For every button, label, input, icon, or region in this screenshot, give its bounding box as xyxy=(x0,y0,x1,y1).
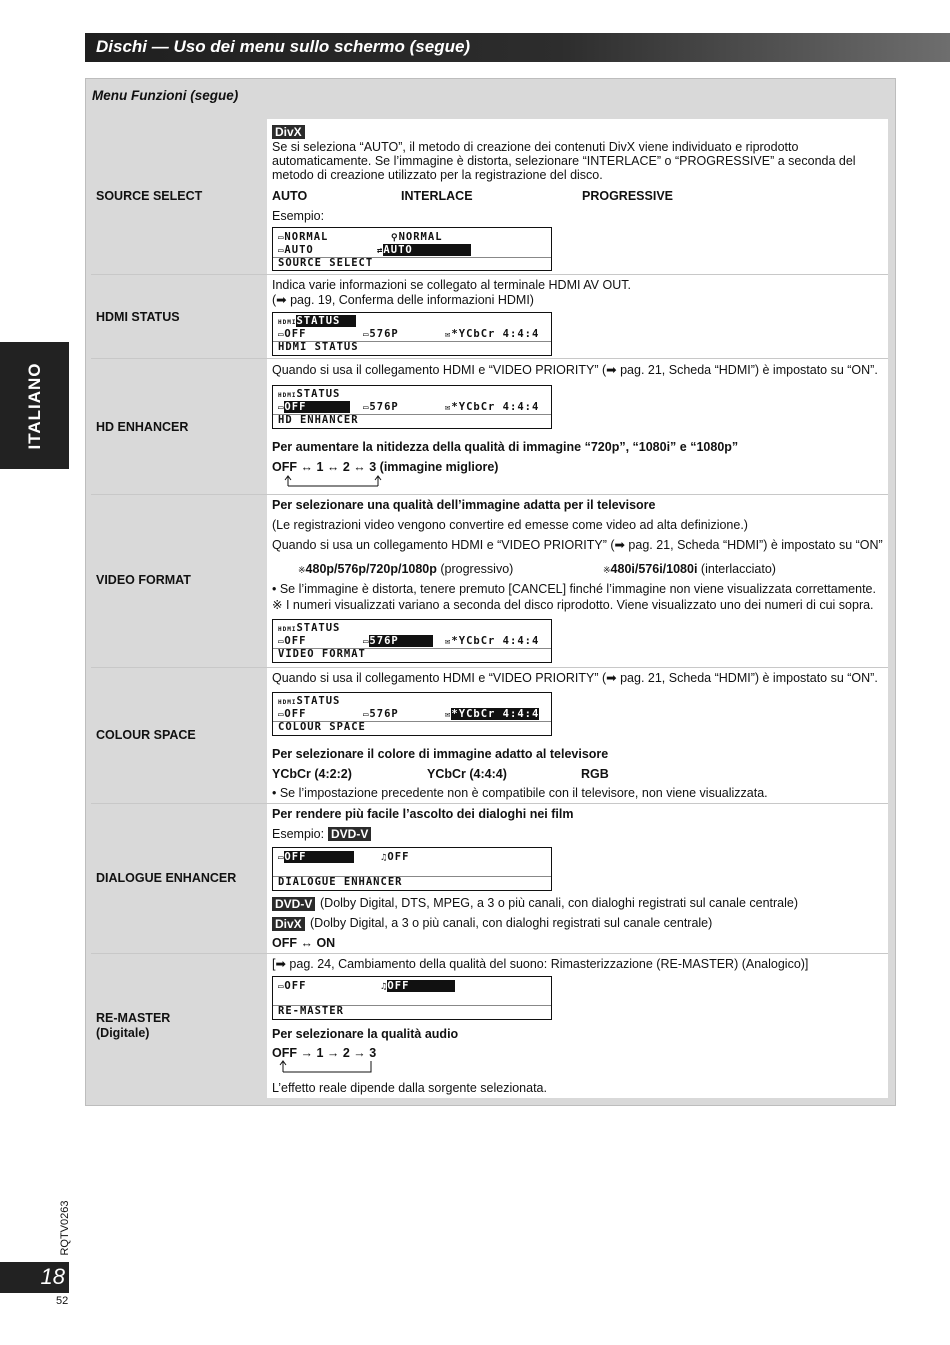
desc-line: Se si seleziona “AUTO”, il metodo di creazione dei contenuti DivX viene individuato e riprodotto xyxy=(272,140,799,154)
row-source-select xyxy=(91,119,888,275)
section-heading: Per aumentare la nitidezza della qualità di immagine “720p”, “1080i” e “1080p” xyxy=(272,440,739,454)
osd-display: HDMISTATUS ▭OFF ▭576P ✉*YCbCr 4:4:4 HD ENHANCER xyxy=(272,385,552,429)
row-label: VIDEO FORMAT xyxy=(96,573,191,587)
section-heading: Per selezionare una qualità dell’immagine adatta per il televisore xyxy=(272,498,656,512)
row-hdmi-status xyxy=(91,275,888,359)
option-auto: AUTO xyxy=(272,189,308,203)
dvd-v-tag: DVD-V xyxy=(328,827,371,841)
colour-icon: ✉ xyxy=(445,637,452,647)
example-label: Esempio: xyxy=(272,827,325,841)
language-label: ITALIANO xyxy=(24,361,44,450)
footer-note: L’effetto reale dipende dalla sorgente selezionata. xyxy=(272,1081,547,1095)
bullet-note: • Se l’impostazione precedente non è compatibile con il televisore, non viene visualizzata. xyxy=(272,786,768,800)
colour-icon: ✉ xyxy=(445,710,452,720)
footnote: ※ I numeri visualizzati variano a seconda del disco riprodotto. Viene visualizzato uno dei numeri di cui sopra. xyxy=(272,598,874,612)
screen-icon: ▭ xyxy=(278,982,285,992)
example-label: Esempio: xyxy=(272,209,325,223)
screen-icon: ▭ xyxy=(278,637,285,647)
row-sublabel: (Digitale) xyxy=(96,1026,150,1040)
cycle-sequence: OFF ↔ ON xyxy=(272,936,336,950)
dvd-v-tag: DVD-V xyxy=(272,897,315,911)
section-title: Dischi — Uso dei menu sullo schermo (segue) xyxy=(96,37,471,56)
osd-display: HDMISTATUS ▭OFF ▭576P ✉*YCbCr 4:4:4 HDMI STATUS xyxy=(272,312,552,356)
screen-icon: ▭ xyxy=(278,403,285,413)
desc-line: Quando si usa il collegamento HDMI e “VIDEO PRIORITY” (➡ pag. 21, Scheda “HDMI”) è impostato su “ON”. xyxy=(272,363,878,377)
section-header xyxy=(85,33,950,62)
cycle-sequence: OFF → 1 → 2 → 3 xyxy=(272,1046,377,1060)
section-heading: Per selezionare la qualità audio xyxy=(272,1027,459,1041)
osd-display: ▭NORMAL ⚲NORMAL ▭AUTO ⇄AUTO SOURCE SELECT xyxy=(272,227,552,271)
cycle-sequence: OFF ↔ 1 ↔ 2 ↔ 3 (immagine migliore) xyxy=(272,460,499,474)
source-icon: ▭ xyxy=(278,246,285,256)
osd-display: HDMISTATUS ▭OFF ▭576P ✉*YCbCr 4:4:4 VIDEO FORMAT xyxy=(272,619,552,663)
page-reference: [➡ pag. 24, Cambiamento della qualità del suono: Rimasterizzazione (RE-MASTER) (Analogico)] xyxy=(272,957,809,971)
row-re-master xyxy=(91,954,888,1098)
row-dialogue-enhancer xyxy=(91,804,888,954)
desc-line: Quando si usa il collegamento HDMI e “VIDEO PRIORITY” (➡ pag. 21, Scheda “HDMI”) è impostato su “ON”. xyxy=(272,671,878,685)
row-label: DIALOGUE ENHANCER xyxy=(96,871,237,885)
language-tab xyxy=(0,342,69,469)
row-video-format xyxy=(91,495,888,668)
audio-icon: ♫ xyxy=(381,982,388,992)
page-number-box xyxy=(0,1262,69,1293)
bullet-note: • Se l’immagine è distorta, tenere premuto [CANCEL] finché l’immagine non viene visualizzata correttamente. xyxy=(272,582,876,596)
option-progressive: ※480p/576p/720p/1080p (progressivo) xyxy=(298,562,514,576)
row-colour-space xyxy=(91,668,888,804)
option-interlaced: ※480i/576i/1080i (interlacciato) xyxy=(603,562,776,576)
divx-tag: DivX xyxy=(272,917,305,931)
desc-line: (Dolby Digital, DTS, MPEG, a 3 o più canali, con dialoghi registrati sul canale centrale) xyxy=(320,896,798,910)
zoom-icon: ⚲ xyxy=(391,233,399,243)
video-icon: ▭ xyxy=(278,233,285,243)
desc-line: (Dolby Digital, a 3 o più canali, con dialoghi registrati sul canale centrale) xyxy=(310,916,713,930)
section-heading: Per selezionare il colore di immagine adatto al televisore xyxy=(272,747,609,761)
audio-icon: ♫ xyxy=(381,853,388,863)
cycle-return-arrow xyxy=(284,474,384,488)
desc-line: Quando si usa un collegamento HDMI e “VIDEO PRIORITY” (➡ pag. 21, Scheda “HDMI”) è impostato su “ON” xyxy=(272,538,883,552)
colour-icon: ✉ xyxy=(445,330,452,340)
divx-tag: DivX xyxy=(272,125,305,139)
option-ycbcr-422: YCbCr (4:2:2) xyxy=(272,767,352,781)
video-icon: ▭ xyxy=(363,403,370,413)
row-label: SOURCE SELECT xyxy=(96,189,203,203)
colour-icon: ✉ xyxy=(445,403,452,413)
page-number: 18 xyxy=(40,1264,65,1289)
row-label: HDMI STATUS xyxy=(96,310,180,324)
row-hd-enhancer xyxy=(91,359,888,495)
row-label: COLOUR SPACE xyxy=(96,728,196,742)
sub-page-number: 52 xyxy=(56,1295,69,1307)
function-table xyxy=(91,119,888,1098)
video-icon: ▭ xyxy=(363,710,370,720)
option-progressive: PROGRESSIVE xyxy=(582,189,673,203)
mode-icon: ⇄ xyxy=(377,246,384,256)
page-reference: (➡ pag. 19, Conferma delle informazioni HDMI) xyxy=(272,293,534,307)
panel-title: Menu Funzioni (segue) xyxy=(92,88,239,103)
desc-line: metodo di creazione utilizzato per la registrazione del disco. xyxy=(272,168,603,182)
osd-display: ▭OFF ♫OFF RE-MASTER xyxy=(272,976,552,1020)
row-label: RE-MASTER xyxy=(96,1011,171,1025)
screen-icon: ▭ xyxy=(278,330,285,340)
video-icon: ▭ xyxy=(363,330,370,340)
screen-icon: ▭ xyxy=(278,853,285,863)
desc-line: automaticamente. Se l’immagine è distorta, selezionare “INTERLACE” o “PROGRESSIVE” a seconda del xyxy=(272,154,856,168)
desc-line: (Le registrazioni video vengono convertire ed emesse come video ad alta definizione.) xyxy=(272,518,748,532)
option-rgb: RGB xyxy=(581,767,609,781)
osd-display: ▭OFF ♫OFF DIALOGUE ENHANCER xyxy=(272,847,552,891)
desc-line: Indica varie informazioni se collegato al terminale HDMI AV OUT. xyxy=(272,278,631,292)
option-ycbcr-444: YCbCr (4:4:4) xyxy=(427,767,507,781)
document-code: RQTV0263 xyxy=(59,1200,71,1256)
cycle-return-arrow xyxy=(278,1058,378,1074)
osd-display: HDMISTATUS ▭OFF ▭576P ✉*YCbCr 4:4:4 COLOUR SPACE xyxy=(272,692,552,736)
video-icon: ▭ xyxy=(363,637,370,647)
row-label: HD ENHANCER xyxy=(96,420,189,434)
option-interlace: INTERLACE xyxy=(401,189,473,203)
screen-icon: ▭ xyxy=(278,710,285,720)
section-heading: Per rendere più facile l’ascolto dei dialoghi nei film xyxy=(272,807,574,821)
